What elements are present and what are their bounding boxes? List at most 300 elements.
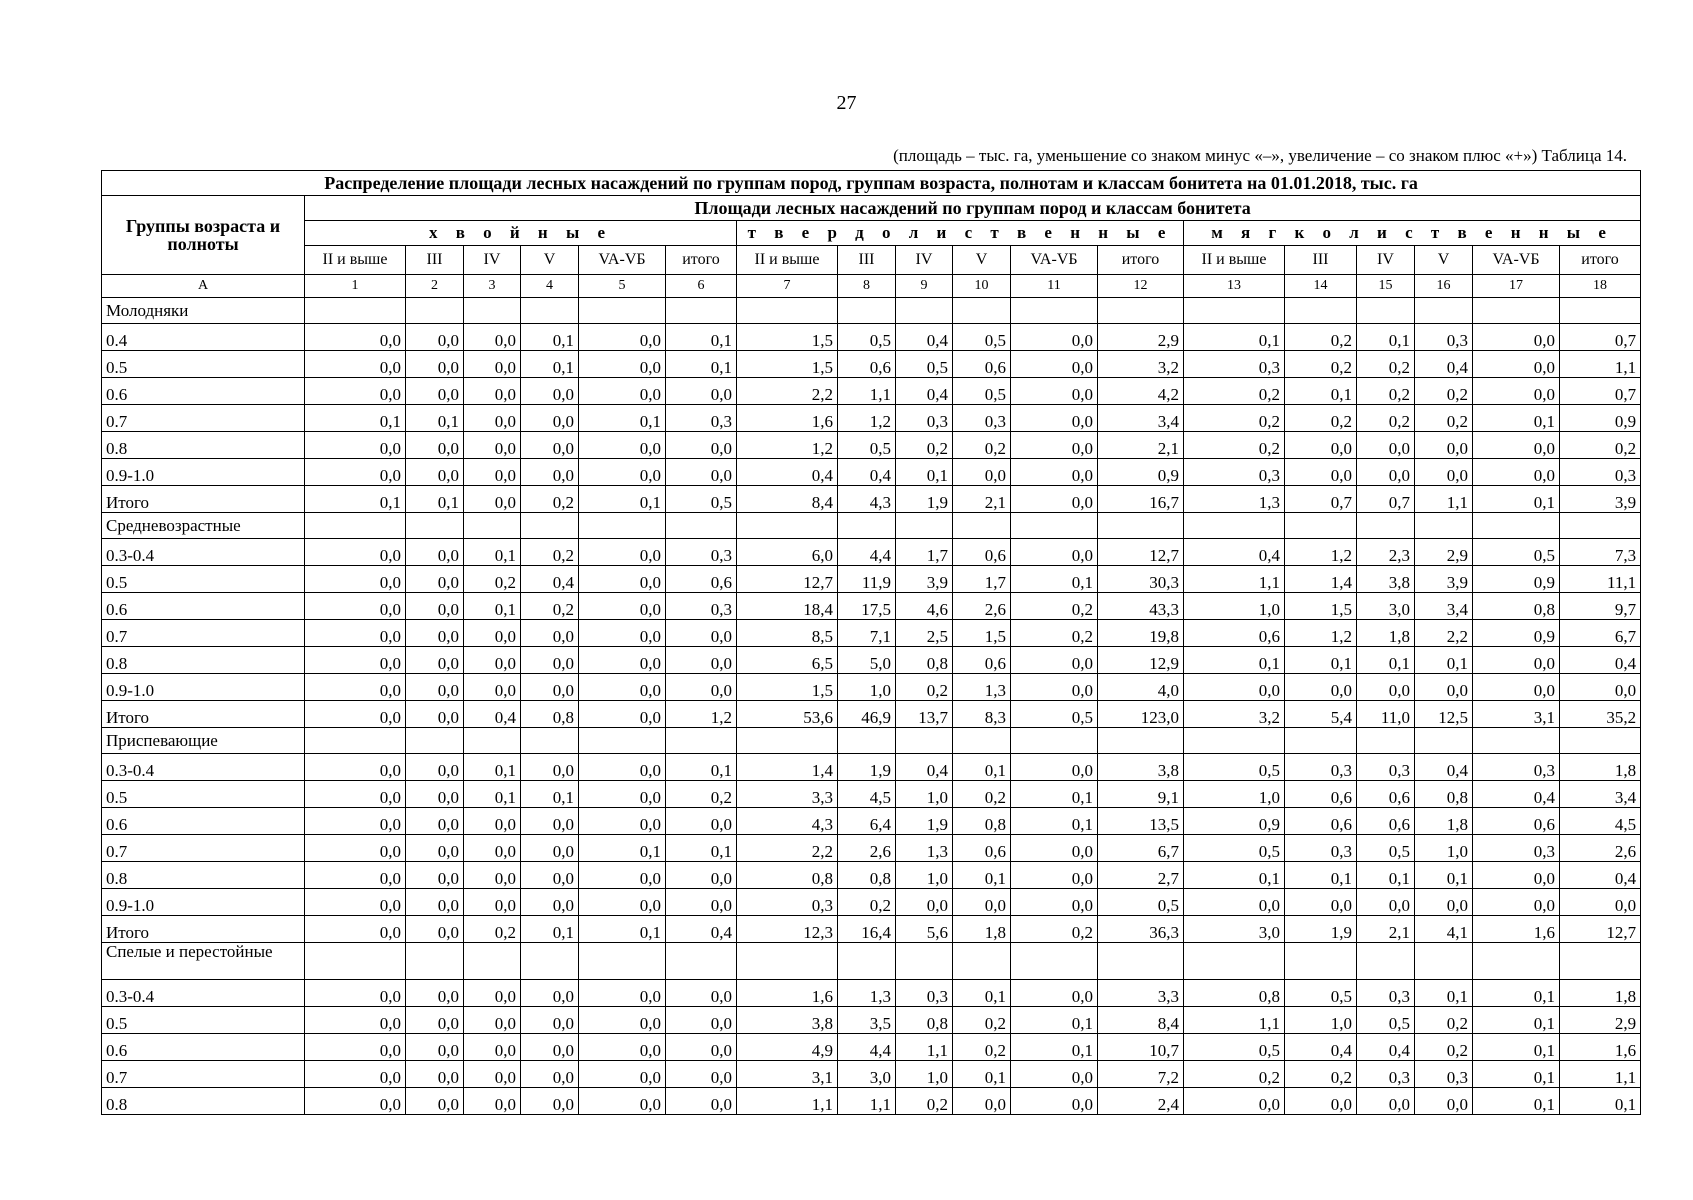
value-cell: 0,5 (1285, 980, 1357, 1007)
empty-cell (521, 943, 579, 980)
column-number: 2 (406, 275, 464, 298)
value-cell: 1,1 (1184, 1007, 1285, 1034)
empty-cell (1098, 513, 1184, 539)
value-cell: 3,8 (1098, 754, 1184, 781)
value-cell: 0,0 (406, 889, 464, 916)
value-cell: 0,0 (305, 351, 406, 378)
value-cell: 0,0 (1357, 1088, 1415, 1115)
value-cell: 0,0 (305, 1034, 406, 1061)
empty-cell (838, 513, 896, 539)
value-cell: 0,1 (521, 351, 579, 378)
value-cell: 0,0 (464, 1007, 521, 1034)
value-cell: 0,1 (1473, 1034, 1560, 1061)
value-cell: 0,0 (406, 754, 464, 781)
value-cell: 0,2 (1357, 405, 1415, 432)
value-cell: 2,6 (953, 593, 1011, 620)
empty-cell (1098, 298, 1184, 324)
value-cell: 5,6 (896, 916, 953, 943)
density-label: 0.9-1.0 (102, 889, 305, 916)
value-cell: 0,2 (1011, 620, 1098, 647)
value-cell: 0,0 (666, 1061, 737, 1088)
value-cell: 4,3 (737, 808, 838, 835)
value-cell: 0,1 (1011, 566, 1098, 593)
value-cell: 0,1 (666, 324, 737, 351)
table-row (102, 1061, 1641, 1088)
value-cell: 0,1 (1473, 1007, 1560, 1034)
value-cell: 1,1 (1184, 566, 1285, 593)
empty-cell (1473, 943, 1560, 980)
value-cell: 2,9 (1098, 324, 1184, 351)
empty-cell (1285, 943, 1357, 980)
subheader-17: VA-VБ (1473, 246, 1560, 275)
value-cell: 0,0 (305, 620, 406, 647)
value-cell: 13,7 (896, 701, 953, 728)
value-cell: 0,1 (521, 916, 579, 943)
value-cell: 0,2 (464, 916, 521, 943)
empty-cell (464, 728, 521, 754)
table-row (102, 889, 1641, 916)
empty-cell (1011, 513, 1098, 539)
table-row (102, 862, 1641, 889)
value-cell: 6,7 (1098, 835, 1184, 862)
value-cell: 2,1 (953, 486, 1011, 513)
value-cell: 0,0 (305, 324, 406, 351)
value-cell: 0,0 (521, 1007, 579, 1034)
subheader-14: III (1285, 246, 1357, 275)
value-cell: 0,0 (406, 566, 464, 593)
value-cell: 1,7 (953, 566, 1011, 593)
value-cell: 0,1 (1011, 1007, 1098, 1034)
value-cell: 8,4 (1098, 1007, 1184, 1034)
value-cell: 0,3 (1473, 754, 1560, 781)
column-number: 17 (1473, 275, 1560, 298)
value-cell: 2,2 (1415, 620, 1473, 647)
value-cell: 1,1 (896, 1034, 953, 1061)
value-cell: 0,0 (521, 620, 579, 647)
value-cell: 1,5 (737, 324, 838, 351)
value-cell: 1,9 (896, 486, 953, 513)
column-number: 14 (1285, 275, 1357, 298)
value-cell: 0,0 (464, 835, 521, 862)
value-cell: 0,3 (1473, 835, 1560, 862)
column-number: 4 (521, 275, 579, 298)
value-cell: 0,0 (1011, 539, 1098, 566)
value-cell: 0,0 (1184, 889, 1285, 916)
empty-cell (1473, 513, 1560, 539)
value-cell: 0,0 (579, 1088, 666, 1115)
value-cell: 0,0 (521, 754, 579, 781)
empty-cell (1184, 298, 1285, 324)
table-row (102, 405, 1641, 432)
empty-cell (1184, 943, 1285, 980)
value-cell: 5,0 (838, 647, 896, 674)
value-cell: 3,4 (1560, 781, 1641, 808)
value-cell: 0,0 (464, 351, 521, 378)
value-cell: 12,5 (1415, 701, 1473, 728)
empty-cell (737, 513, 838, 539)
value-cell: 0,0 (305, 781, 406, 808)
value-cell: 3,2 (1098, 351, 1184, 378)
value-cell: 0,0 (521, 1034, 579, 1061)
value-cell: 3,3 (1098, 980, 1184, 1007)
value-cell: 6,4 (838, 808, 896, 835)
value-cell: 0,6 (666, 566, 737, 593)
value-cell: 0,2 (1415, 405, 1473, 432)
empty-cell (406, 513, 464, 539)
empty-cell (737, 943, 838, 980)
empty-cell (579, 298, 666, 324)
value-cell: 0,1 (1473, 405, 1560, 432)
value-cell: 0,2 (1415, 378, 1473, 405)
value-cell: 7,1 (838, 620, 896, 647)
value-cell: 3,1 (1473, 701, 1560, 728)
empty-cell (838, 728, 896, 754)
value-cell: 9,7 (1560, 593, 1641, 620)
value-cell: 1,8 (1560, 754, 1641, 781)
value-cell: 1,6 (737, 405, 838, 432)
value-cell: 43,3 (1098, 593, 1184, 620)
empty-cell (1098, 943, 1184, 980)
value-cell: 0,1 (1473, 980, 1560, 1007)
empty-cell (579, 728, 666, 754)
value-cell: 0,0 (1473, 432, 1560, 459)
value-cell: 12,9 (1098, 647, 1184, 674)
empty-cell (953, 298, 1011, 324)
subheader-13: II и выше (1184, 246, 1285, 275)
value-cell: 0,0 (406, 378, 464, 405)
value-cell: 3,9 (896, 566, 953, 593)
value-cell: 0,1 (1473, 1061, 1560, 1088)
empty-cell (953, 943, 1011, 980)
density-label: 0.8 (102, 647, 305, 674)
column-number: 6 (666, 275, 737, 298)
value-cell: 0,1 (1473, 486, 1560, 513)
value-cell: 3,0 (1184, 916, 1285, 943)
empty-cell (1560, 943, 1641, 980)
forest-area-table (101, 170, 1641, 1115)
value-cell: 0,4 (1473, 781, 1560, 808)
value-cell: 0,5 (666, 486, 737, 513)
value-cell: 0,0 (464, 378, 521, 405)
value-cell: 0,7 (1560, 378, 1641, 405)
value-cell: 2,1 (1357, 916, 1415, 943)
value-cell: 0,2 (1357, 351, 1415, 378)
value-cell: 0,1 (406, 405, 464, 432)
value-cell: 0,0 (406, 351, 464, 378)
empty-cell (1011, 298, 1098, 324)
total-row (102, 701, 1641, 728)
value-cell: 18,4 (737, 593, 838, 620)
empty-cell (1560, 513, 1641, 539)
value-cell: 0,0 (305, 808, 406, 835)
density-label: 0.6 (102, 378, 305, 405)
value-cell: 0,0 (305, 378, 406, 405)
value-cell: 0,2 (953, 432, 1011, 459)
value-cell: 0,0 (666, 432, 737, 459)
value-cell: 0,0 (1011, 980, 1098, 1007)
table-row (102, 1034, 1641, 1061)
value-cell: 1,3 (1184, 486, 1285, 513)
value-cell: 0,8 (737, 862, 838, 889)
value-cell: 1,5 (1285, 593, 1357, 620)
value-cell: 1,0 (1184, 781, 1285, 808)
empty-cell (953, 728, 1011, 754)
value-cell: 0,0 (521, 674, 579, 701)
value-cell: 0,3 (1415, 324, 1473, 351)
value-cell: 0,0 (579, 754, 666, 781)
value-cell: 0,0 (1357, 459, 1415, 486)
value-cell: 0,1 (1357, 324, 1415, 351)
value-cell: 0,0 (305, 835, 406, 862)
subheader-9: IV (896, 246, 953, 275)
age-group-label: Молодняки (102, 298, 305, 324)
value-cell: 0,0 (1011, 889, 1098, 916)
value-cell: 0,4 (1357, 1034, 1415, 1061)
value-cell: 0,0 (521, 835, 579, 862)
table-row (102, 647, 1641, 674)
value-cell: 1,0 (896, 1061, 953, 1088)
value-cell: 0,0 (579, 674, 666, 701)
value-cell: 4,5 (1560, 808, 1641, 835)
value-cell: 1,3 (896, 835, 953, 862)
value-cell: 0,0 (406, 808, 464, 835)
value-cell: 0,8 (1415, 781, 1473, 808)
value-cell: 0,1 (1357, 862, 1415, 889)
value-cell: 0,0 (579, 1061, 666, 1088)
value-cell: 1,1 (838, 378, 896, 405)
value-cell: 2,7 (1098, 862, 1184, 889)
table-row (102, 1007, 1641, 1034)
value-cell: 0,3 (1357, 980, 1415, 1007)
value-cell: 0,0 (1011, 835, 1098, 862)
table-row (102, 378, 1641, 405)
value-cell: 0,0 (521, 378, 579, 405)
subheader-18: итого (1560, 246, 1641, 275)
value-cell: 0,0 (1011, 1088, 1098, 1115)
column-number: 7 (737, 275, 838, 298)
value-cell: 0,2 (1357, 378, 1415, 405)
value-cell: 7,3 (1560, 539, 1641, 566)
total-row (102, 916, 1641, 943)
empty-cell (579, 513, 666, 539)
value-cell: 1,1 (1560, 351, 1641, 378)
empty-cell (1285, 513, 1357, 539)
empty-cell (896, 513, 953, 539)
value-cell: 0,3 (896, 405, 953, 432)
value-cell: 0,0 (521, 647, 579, 674)
empty-cell (1415, 943, 1473, 980)
value-cell: 0,0 (305, 1007, 406, 1034)
empty-cell (1357, 513, 1415, 539)
empty-cell (305, 728, 406, 754)
value-cell: 0,6 (838, 351, 896, 378)
value-cell: 0,0 (305, 539, 406, 566)
value-cell: 30,3 (1098, 566, 1184, 593)
value-cell: 0,0 (464, 405, 521, 432)
value-cell: 0,2 (1184, 378, 1285, 405)
density-label: 0.7 (102, 405, 305, 432)
empty-cell (1011, 728, 1098, 754)
value-cell: 4,9 (737, 1034, 838, 1061)
value-cell: 4,0 (1098, 674, 1184, 701)
value-cell: 0,1 (1560, 1088, 1641, 1115)
value-cell: 0,0 (406, 701, 464, 728)
units-note: (площадь – тыс. га, уменьшение со знаком минус «–», увеличение – со знаком плюс «+») Таблица 14. (893, 146, 1627, 165)
value-cell: 0,2 (896, 674, 953, 701)
value-cell: 6,0 (737, 539, 838, 566)
age-group-row (102, 298, 1641, 324)
value-cell: 0,0 (1415, 1088, 1473, 1115)
value-cell: 0,1 (406, 486, 464, 513)
value-cell: 0,1 (1184, 647, 1285, 674)
value-cell: 35,2 (1560, 701, 1641, 728)
value-cell: 0,0 (464, 862, 521, 889)
value-cell: 0,2 (1285, 405, 1357, 432)
empty-cell (737, 728, 838, 754)
column-number: 10 (953, 275, 1011, 298)
empty-cell (406, 943, 464, 980)
value-cell: 0,1 (666, 351, 737, 378)
value-cell: 123,0 (1098, 701, 1184, 728)
value-cell: 0,1 (579, 405, 666, 432)
value-cell: 0,0 (1011, 324, 1098, 351)
empty-cell (1184, 728, 1285, 754)
value-cell: 0,4 (896, 324, 953, 351)
value-cell: 0,0 (666, 980, 737, 1007)
subheader-5: VA-VБ (579, 246, 666, 275)
value-cell: 0,0 (464, 889, 521, 916)
value-cell: 0,1 (1473, 1088, 1560, 1115)
empty-cell (1560, 298, 1641, 324)
value-cell: 0,1 (1011, 808, 1098, 835)
value-cell: 1,6 (1473, 916, 1560, 943)
value-cell: 2,6 (838, 835, 896, 862)
value-cell: 0,0 (1473, 324, 1560, 351)
value-cell: 2,9 (1560, 1007, 1641, 1034)
density-label: 0.6 (102, 1034, 305, 1061)
empty-cell (406, 728, 464, 754)
value-cell: 1,5 (953, 620, 1011, 647)
value-cell: 0,0 (1285, 1088, 1357, 1115)
table-row (102, 980, 1641, 1007)
value-cell: 0,4 (1184, 539, 1285, 566)
value-cell: 0,5 (953, 324, 1011, 351)
value-cell: 2,9 (1415, 539, 1473, 566)
value-cell: 0,0 (1473, 351, 1560, 378)
value-cell: 1,6 (737, 980, 838, 1007)
value-cell: 0,0 (1011, 862, 1098, 889)
value-cell: 4,4 (838, 539, 896, 566)
empty-cell (464, 943, 521, 980)
value-cell: 16,4 (838, 916, 896, 943)
column-number: 18 (1560, 275, 1641, 298)
value-cell: 0,0 (464, 432, 521, 459)
table-row (102, 459, 1641, 486)
value-cell: 0,2 (953, 1007, 1011, 1034)
value-cell: 0,0 (464, 1088, 521, 1115)
empty-cell (305, 298, 406, 324)
value-cell: 0,2 (1285, 1061, 1357, 1088)
value-cell: 0,2 (1285, 351, 1357, 378)
subheader-1: II и выше (305, 246, 406, 275)
value-cell: 0,1 (1285, 862, 1357, 889)
value-cell: 0,1 (464, 781, 521, 808)
value-cell: 0,0 (1011, 351, 1098, 378)
value-cell: 0,0 (1357, 674, 1415, 701)
value-cell: 0,0 (521, 432, 579, 459)
table-row (102, 566, 1641, 593)
table-title: Распределение площади лесных насаждений по группам пород, группам возраста, полнотам и классам бонитета на 01.01.2018, тыс. га (102, 171, 1641, 196)
empty-cell (1357, 943, 1415, 980)
density-label: 0.5 (102, 566, 305, 593)
empty-cell (521, 728, 579, 754)
value-cell: 0,3 (953, 405, 1011, 432)
value-cell: 0,0 (579, 781, 666, 808)
value-cell: 8,5 (737, 620, 838, 647)
value-cell: 0,0 (305, 701, 406, 728)
age-group-row (102, 513, 1641, 539)
density-label: 0.7 (102, 1061, 305, 1088)
value-cell: 1,7 (896, 539, 953, 566)
value-cell: 11,9 (838, 566, 896, 593)
value-cell: 0,2 (1011, 593, 1098, 620)
empty-cell (1357, 728, 1415, 754)
value-cell: 0,8 (896, 647, 953, 674)
value-cell: 0,0 (406, 620, 464, 647)
value-cell: 0,0 (579, 862, 666, 889)
value-cell: 0,2 (896, 432, 953, 459)
value-cell: 0,3 (666, 539, 737, 566)
value-cell: 0,1 (464, 539, 521, 566)
column-number: 12 (1098, 275, 1184, 298)
table-row (102, 781, 1641, 808)
empty-cell (464, 513, 521, 539)
value-cell: 0,0 (666, 1007, 737, 1034)
value-cell: 0,2 (1415, 1034, 1473, 1061)
value-cell: 1,4 (737, 754, 838, 781)
value-cell: 4,4 (838, 1034, 896, 1061)
subheader-8: III (838, 246, 896, 275)
value-cell: 0,0 (579, 351, 666, 378)
subheader-2: III (406, 246, 464, 275)
value-cell: 0,0 (1011, 754, 1098, 781)
value-cell: 0,0 (1011, 459, 1098, 486)
value-cell: 0,4 (1415, 351, 1473, 378)
value-cell: 0,1 (521, 781, 579, 808)
value-cell: 0,4 (521, 566, 579, 593)
value-cell: 2,2 (737, 378, 838, 405)
value-cell: 0,1 (1285, 647, 1357, 674)
value-cell: 16,7 (1098, 486, 1184, 513)
value-cell: 1,1 (838, 1088, 896, 1115)
value-cell: 0,0 (1285, 432, 1357, 459)
value-cell: 0,0 (579, 620, 666, 647)
value-cell: 3,9 (1560, 486, 1641, 513)
value-cell: 46,9 (838, 701, 896, 728)
value-cell: 0,9 (1184, 808, 1285, 835)
value-cell: 0,0 (579, 889, 666, 916)
value-cell: 1,9 (838, 754, 896, 781)
empty-cell (1473, 728, 1560, 754)
age-group-row (102, 728, 1641, 754)
value-cell: 0,0 (1011, 647, 1098, 674)
value-cell: 0,0 (666, 862, 737, 889)
value-cell: 1,8 (1415, 808, 1473, 835)
value-cell: 1,3 (953, 674, 1011, 701)
value-cell: 1,1 (1560, 1061, 1641, 1088)
column-number: 5 (579, 275, 666, 298)
value-cell: 0,0 (1473, 378, 1560, 405)
